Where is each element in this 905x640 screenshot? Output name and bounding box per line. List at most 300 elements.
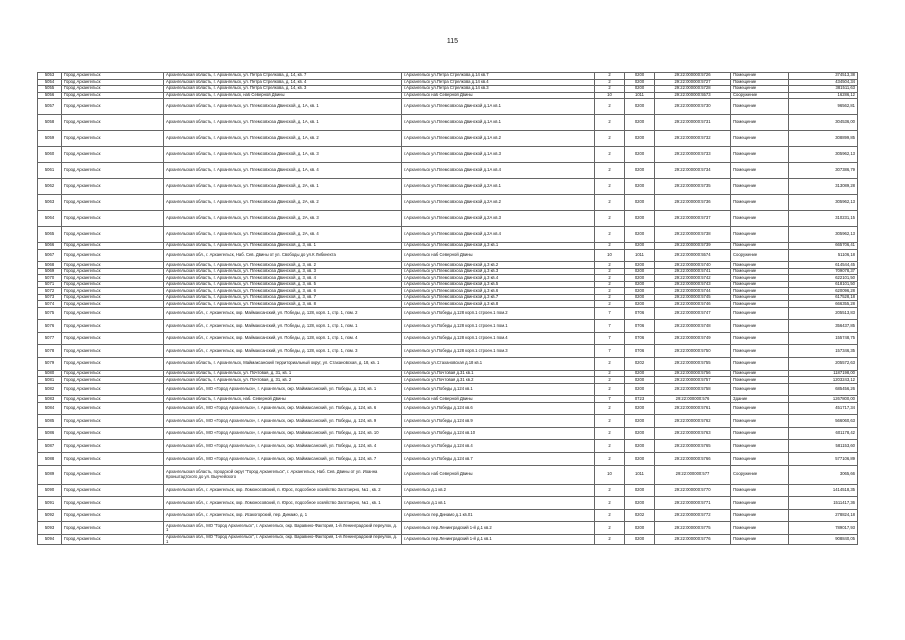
group-code-cell: 2 <box>595 509 625 522</box>
cadastral-number-cell: 29:22:000000:5766 <box>655 453 731 466</box>
short-address-cell: г.Архангельск наб Северной Двины <box>402 249 595 262</box>
object-type-cell: Помещение <box>731 320 789 333</box>
okof-code-cell: 0200 <box>625 179 655 195</box>
group-code-cell: 2 <box>595 383 625 396</box>
value-cell: 1187198,00 <box>789 370 858 377</box>
row-number: 5079 <box>38 357 62 370</box>
value-cell: 908840,05 <box>789 535 858 545</box>
city-cell: Город Архангельск <box>62 453 164 466</box>
object-type-cell: Сооружение <box>731 465 789 484</box>
address-cell: Архангельская обл., МО «Город Архангельск», г. Архангельск, окр. Маймаксанский, ул. Победы, д. 124, кв. 1 <box>164 383 402 396</box>
address-cell: Архангельская обл., МО «Город Архангельск», г. Архангельск, окр. Маймаксанский, ул. Победы, д. 124, кв. 7 <box>164 453 402 466</box>
value-cell: 581153,60 <box>789 440 858 453</box>
row-number: 5080 <box>38 370 62 377</box>
cadastral-number-cell: 29:22:000000:5775 <box>655 522 731 535</box>
value-cell: 205513,83 <box>789 307 858 320</box>
row-number: 5064 <box>38 211 62 227</box>
cadastral-number-cell: 29:22:000000:5743 <box>655 281 731 288</box>
object-type-cell: Помещение <box>731 484 789 497</box>
group-code-cell: 2 <box>595 268 625 275</box>
city-cell: Город Архангельск <box>62 465 164 484</box>
cadastral-number-cell: 29:22:000000:577 <box>655 465 731 484</box>
address-cell: Архангельская обл., г. Архангельск, окр. Ломоносовский, п. Юрос, подсобное хозяйство Заготзерно, №1 , кв. 2 <box>164 484 402 497</box>
object-type-cell: Помещение <box>731 522 789 535</box>
city-cell: Город Архангельск <box>62 522 164 535</box>
group-code-cell: 2 <box>595 453 625 466</box>
okof-code-cell: 0200 <box>625 383 655 396</box>
object-type-cell: Помещение <box>731 307 789 320</box>
cadastral-number-cell: 29:22:000000:5758 <box>655 383 731 396</box>
okof-code-cell: 0200 <box>625 131 655 147</box>
address-cell: Архангельская область, г. Архангельск, наб Северной Двины <box>164 92 402 99</box>
table-row <box>38 179 858 195</box>
okof-code-cell: 0200 <box>625 195 655 211</box>
group-code-cell: 2 <box>595 402 625 415</box>
table-row <box>38 415 858 428</box>
row-number: 5065 <box>38 227 62 243</box>
group-code-cell: 2 <box>595 243 625 250</box>
city-cell: Город Архангельск <box>62 79 164 86</box>
table-row <box>38 227 858 243</box>
short-address-cell: г.Архангельск ул.Племсовхоза Двинской д.3 кв.7 <box>402 294 595 301</box>
okof-code-cell: 0200 <box>625 522 655 535</box>
cadastral-number-cell: 29:22:000000:5730 <box>655 99 731 115</box>
city-cell: Город Архангельск <box>62 332 164 345</box>
value-cell: 304536,00 <box>789 115 858 131</box>
short-address-cell: г.Архангельск ул.Племсовхоза Двинской д.1А кв.4 <box>402 163 595 179</box>
cadastral-number-cell: 29:22:000000:5727 <box>655 79 731 86</box>
row-number: 5059 <box>38 131 62 147</box>
table-row <box>38 332 858 345</box>
row-number: 5094 <box>38 535 62 545</box>
short-address-cell: г.Архангельск пер.Ленинградский 1-й д.1 кв.1 <box>402 535 595 545</box>
cadastral-number-cell: 29:22:000000:5770 <box>655 484 731 497</box>
address-cell: Архангельская область, г. Архангельск, ул. Племсовхоза Двинской, д. 3, кв. 7 <box>164 294 402 301</box>
row-number: 5057 <box>38 99 62 115</box>
city-cell: Город Архангельск <box>62 243 164 250</box>
short-address-cell: г.Архангельск ул.Племсовхоза Двинской д.2А кв.3 <box>402 211 595 227</box>
object-type-cell: Помещение <box>731 427 789 440</box>
table-row <box>38 509 858 522</box>
row-number: 5055 <box>38 86 62 93</box>
group-code-cell: 2 <box>595 179 625 195</box>
short-address-cell: г.Архангельск д.1 кв.2 <box>402 484 595 497</box>
cadastral-number-cell: 29:22:000000:5732 <box>655 131 731 147</box>
address-cell: Архангельская область, г. Архангельск, ул. Племсовхоза Двинской, д. 3, кв. 6 <box>164 288 402 295</box>
short-address-cell: г.Архангельск пер.Динамо д.1 кв.01 <box>402 509 595 522</box>
okof-code-cell: 0200 <box>625 294 655 301</box>
value-cell: 205572,63 <box>789 357 858 370</box>
value-cell: 1203243,12 <box>789 377 858 384</box>
city-cell: Город Архангельск <box>62 288 164 295</box>
value-cell: 374513,38 <box>789 73 858 80</box>
object-type-cell: Помещение <box>731 179 789 195</box>
cadastral-number-cell: 29:22:000000:5761 <box>655 402 731 415</box>
object-type-cell: Здание <box>731 396 789 403</box>
row-number: 5058 <box>38 115 62 131</box>
city-cell: Город Архангельск <box>62 268 164 275</box>
value-cell: 381511,63 <box>789 86 858 93</box>
okof-code-cell: 0200 <box>625 227 655 243</box>
row-number: 5093 <box>38 522 62 535</box>
group-code-cell: 2 <box>595 288 625 295</box>
table-row <box>38 147 858 163</box>
city-cell: Город Архангельск <box>62 115 164 131</box>
object-type-cell: Помещение <box>731 402 789 415</box>
address-cell: Архангельская область, г. Архангельск, ул. Племсовхоза Двинской, д. 1А, кв. 1 <box>164 115 402 131</box>
object-type-cell: Помещение <box>731 377 789 384</box>
address-cell: Архангельская область, г. Архангельск, ул. Петра Стрелкова, д. 14, кв. 7 <box>164 73 402 80</box>
group-code-cell: 2 <box>595 275 625 282</box>
address-cell: Архангельская обл., МО «Город Архангельск», г. Архангельск, окр. Маймаксанский, ул. Победы, д. 124, кв. 6 <box>164 402 402 415</box>
cadastral-number-cell: 29:22:000000:5749 <box>655 332 731 345</box>
short-address-cell: г.Архангельск ул.Племсовхоза Двинской д.3 кв.2 <box>402 262 595 269</box>
object-type-cell: Помещение <box>731 268 789 275</box>
table-row <box>38 131 858 147</box>
row-number: 5053 <box>38 73 62 80</box>
cadastral-number-cell: 29:22:000000:5750 <box>655 345 731 358</box>
address-cell: Архангельская обл., МО "Город Архангельск", г. Архангельск, окр. Варавино-Фактория, 1-й Ленинградский переулок, д. 1 <box>164 535 402 545</box>
cadastral-number-cell: 29:22:000000:5763 <box>655 427 731 440</box>
cadastral-number-cell: 29:22:000000:5771 <box>655 497 731 510</box>
value-cell: 566060,63 <box>789 415 858 428</box>
group-code-cell: 2 <box>595 370 625 377</box>
value-cell: 96562,81 <box>789 99 858 115</box>
table-row <box>38 535 858 545</box>
value-cell: 1267800,00 <box>789 396 858 403</box>
cadastral-number-cell: 29:22:000000:5745 <box>655 294 731 301</box>
object-type-cell: Помещение <box>731 357 789 370</box>
group-code-cell: 2 <box>595 131 625 147</box>
value-cell: 451717,34 <box>789 402 858 415</box>
short-address-cell: г.Архангельск ул.Победы д.128 корп.1 строен.1 пом.3 <box>402 345 595 358</box>
row-number: 5092 <box>38 509 62 522</box>
city-cell: Город Архангельск <box>62 86 164 93</box>
row-number: 5060 <box>38 147 62 163</box>
group-code-cell: 2 <box>595 79 625 86</box>
group-code-cell: 7 <box>595 345 625 358</box>
short-address-cell: г.Архангельск наб Северной Двины <box>402 396 595 403</box>
city-cell: Город Архангельск <box>62 281 164 288</box>
short-address-cell: г.Архангельск ул.Петра Стрелкова д.14 кв.4 <box>402 79 595 86</box>
table-row <box>38 440 858 453</box>
short-address-cell: г.Архангельск ул.Племсовхоза Двинской д.1А кв.2 <box>402 131 595 147</box>
city-cell: Город Архангельск <box>62 262 164 269</box>
table-row <box>38 99 858 115</box>
short-address-cell: г.Архангельск ул.Победы д.124 кв.9 <box>402 415 595 428</box>
address-cell: Архангельская область, городской округ "Город Архангельск", г. Архангельск, Наб. Сев. Двины от ул. Иоанна Кронштадтского до ул. Выучейского <box>164 465 402 484</box>
value-cell: 789017,93 <box>789 522 858 535</box>
row-number: 5074 <box>38 301 62 308</box>
short-address-cell: г.Архангельск ул.Почтовая д.31 кв.1 <box>402 370 595 377</box>
value-cell: 614544,45 <box>789 262 858 269</box>
address-cell: Архангельская обл., г. Архангельск, окр. Маймаксанский, ул. Победы, д. 128, корп. 1, стр. 1, пом. 4 <box>164 332 402 345</box>
group-code-cell: 2 <box>595 415 625 428</box>
short-address-cell: г.Архангельск ул.Петра Стрелкова д.14 кв.7 <box>402 73 595 80</box>
row-number: 5066 <box>38 243 62 250</box>
row-number: 5071 <box>38 281 62 288</box>
short-address-cell: г.Архангельск д.1 кв.1 <box>402 497 595 510</box>
object-type-cell: Сооружение <box>731 92 789 99</box>
object-type-cell: Помещение <box>731 383 789 396</box>
cadastral-number-cell: 29:22:000000:5747 <box>655 307 731 320</box>
okof-code-cell: 0200 <box>625 73 655 80</box>
row-number: 5072 <box>38 288 62 295</box>
address-cell: Архангельская область, г. Архангельск, ул. Племсовхоза Двинской, д. 3, кв. 1 <box>164 243 402 250</box>
row-number: 5056 <box>38 92 62 99</box>
address-cell: Архангельская обл., г. Архангельск, окр. Маймаксанский, ул. Победы, д. 128, корп. 1, стр. 1, пом. 3 <box>164 345 402 358</box>
table-row <box>38 497 858 510</box>
value-cell: 3065,66 <box>789 465 858 484</box>
table-row <box>38 383 858 396</box>
group-code-cell: 7 <box>595 307 625 320</box>
okof-code-cell: 0200 <box>625 415 655 428</box>
city-cell: Город Архангельск <box>62 301 164 308</box>
table-row <box>38 195 858 211</box>
table-row <box>38 345 858 358</box>
cadastral-number-cell: 29:22:000000:5737 <box>655 211 731 227</box>
table-row <box>38 427 858 440</box>
value-cell: 620096,28 <box>789 288 858 295</box>
page-number: 115 <box>446 38 459 45</box>
cadastral-number-cell: 29:22:000000:5776 <box>655 535 731 545</box>
short-address-cell: г.Архангельск ул.Победы д.124 кв.10 <box>402 427 595 440</box>
row-number: 5076 <box>38 320 62 333</box>
short-address-cell: г.Архангельск ул.Племсовхоза Двинской д.3 кв.4 <box>402 275 595 282</box>
okof-code-cell: 0200 <box>625 535 655 545</box>
short-address-cell: г.Архангельск ул.Племсовхоза Двинской д.3 кв.5 <box>402 281 595 288</box>
row-number: 5078 <box>38 345 62 358</box>
city-cell: Город Архангельск <box>62 509 164 522</box>
cadastral-number-cell: 29:22:000000:5741 <box>655 268 731 275</box>
address-cell: Архангельская обл., г. Архангельск, окр. Исакогорский, пер. Динамо, д. 1 <box>164 509 402 522</box>
row-number: 5088 <box>38 453 62 466</box>
group-code-cell: 2 <box>595 147 625 163</box>
short-address-cell: г.Архангельск ул.Стахановская д.18 кв.1 <box>402 357 595 370</box>
short-address-cell: г.Архангельск ул.Победы д.124 кв.1 <box>402 383 595 396</box>
address-cell: Архангельская область, г. Архангельск, ул. Петра Стрелкова, д. 14, кв. 3 <box>164 86 402 93</box>
registry-table <box>37 72 858 545</box>
address-cell: Архангельская обл., г. Архангельск, окр. Ломоносовский, п. Юрос, подсобное хозяйство Заготзерно, №1 , кв. 1 <box>164 497 402 510</box>
short-address-cell: г.Архангельск пер.Ленинградский 1-й д.1 кв.2 <box>402 522 595 535</box>
value-cell: 666355,28 <box>789 301 858 308</box>
object-type-cell: Помещение <box>731 294 789 301</box>
table-row <box>38 453 858 466</box>
cadastral-number-cell: 29:22:000000:5772 <box>655 509 731 522</box>
city-cell: Город Архангельск <box>62 402 164 415</box>
row-number: 5087 <box>38 440 62 453</box>
object-type-cell: Помещение <box>731 370 789 377</box>
cadastral-number-cell: 29:22:000000:5765 <box>655 440 731 453</box>
table-row <box>38 115 858 131</box>
okof-code-cell: 0200 <box>625 262 655 269</box>
short-address-cell: г.Архангельск ул.Победы д.128 корп.1 строен.1 пом.1 <box>402 320 595 333</box>
value-cell: 305962,13 <box>789 227 858 243</box>
cadastral-number-cell: 29:22:000000:5762 <box>655 415 731 428</box>
cadastral-number-cell: 29:22:000000:5726 <box>655 73 731 80</box>
okof-code-cell: 0200 <box>625 211 655 227</box>
row-number: 5081 <box>38 377 62 384</box>
address-cell: Архангельская область, г. Архангельск, ул. Племсовхоза Двинской, д. 2А, кв. 1 <box>164 179 402 195</box>
city-cell: Город Архангельск <box>62 147 164 163</box>
city-cell: Город Архангельск <box>62 227 164 243</box>
group-code-cell: 7 <box>595 320 625 333</box>
value-cell: 622101,50 <box>789 275 858 282</box>
address-cell: Архангельская обл., МО "Город Архангельск", г. Архангельск, окр. Варавино-Фактория, 1-й Ленинградский переулок, д. 1 <box>164 522 402 535</box>
row-number: 5082 <box>38 383 62 396</box>
address-cell: Архангельская область, г. Архангельск, ул. Племсовхоза Двинской, д. 1А, кв. 2 <box>164 131 402 147</box>
row-number: 5077 <box>38 332 62 345</box>
okof-code-cell: 0202 <box>625 509 655 522</box>
group-code-cell: 2 <box>595 115 625 131</box>
row-number: 5090 <box>38 484 62 497</box>
value-cell: 709078,37 <box>789 268 858 275</box>
address-cell: Архангельская обл., МО «Город Архангельск», г. Архангельск, окр. Маймаксанский, ул. Победы, д. 124, кв. 4 <box>164 440 402 453</box>
object-type-cell: Помещение <box>731 131 789 147</box>
okof-code-cell: 0200 <box>625 281 655 288</box>
group-code-cell: 2 <box>595 99 625 115</box>
cadastral-number-cell: 29:22:000000:5739 <box>655 243 731 250</box>
address-cell: Архангельская обл., г. Архангельск, Наб. Сев. Двины от ул. Свободы до ул.К Либкнехта <box>164 249 402 262</box>
city-cell: Город Архангельск <box>62 484 164 497</box>
group-code-cell: 10 <box>595 249 625 262</box>
group-code-cell: 10 <box>595 92 625 99</box>
address-cell: Архангельская область, г. Архангельск, ул. Племсовхоза Двинской, д. 1А, кв. 4 <box>164 163 402 179</box>
row-number: 5063 <box>38 195 62 211</box>
city-cell: Город Архангельск <box>62 440 164 453</box>
object-type-cell: Помещение <box>731 86 789 93</box>
row-number: 5062 <box>38 179 62 195</box>
group-code-cell: 2 <box>595 227 625 243</box>
address-cell: Архангельская область, г. Архангельск, ул. Племсовхоза Двинской, д. 3, кв. 2 <box>164 262 402 269</box>
group-code-cell: 2 <box>595 262 625 269</box>
short-address-cell: г.Архангельск ул.Племсовхоза Двинской д.1А кв.1 <box>402 115 595 131</box>
value-cell: 665706,41 <box>789 243 858 250</box>
short-address-cell: г.Архангельск ул.Победы д.128 корп.1 строен.1 пом.2 <box>402 307 595 320</box>
city-cell: Город Архангельск <box>62 370 164 377</box>
object-type-cell: Помещение <box>731 275 789 282</box>
value-cell: 305962,13 <box>789 195 858 211</box>
group-code-cell: 2 <box>595 484 625 497</box>
okof-code-cell: 0706 <box>625 345 655 358</box>
city-cell: Город Архангельск <box>62 294 164 301</box>
short-address-cell: г.Архангельск ул.Племсовхоза Двинской д.3 кв.3 <box>402 268 595 275</box>
object-type-cell: Помещение <box>731 281 789 288</box>
address-cell: Архангельская область, г. Архангельск, ул. Племсовхоза Двинской, д. 1А, кв. 1 <box>164 99 402 115</box>
cadastral-number-cell: 29:22:000000:5735 <box>655 179 731 195</box>
value-cell: 305962,13 <box>789 147 858 163</box>
group-code-cell: 2 <box>595 427 625 440</box>
short-address-cell: г.Архангельск ул.Петра Стрелкова д.14 кв.3 <box>402 86 595 93</box>
okof-code-cell: 0200 <box>625 86 655 93</box>
okof-code-cell: 0200 <box>625 497 655 510</box>
address-cell: Архангельская область, г. Архангельск, ул. Племсовхоза Двинской, д. 3, кв. 4 <box>164 275 402 282</box>
address-cell: Архангельская обл., г. Архангельск, окр. Маймаксанский, ул. Победы, д. 128, корп. 1, стр. 1, пом. 2 <box>164 307 402 320</box>
value-cell: 313089,28 <box>789 179 858 195</box>
group-code-cell: 7 <box>595 396 625 403</box>
object-type-cell: Помещение <box>731 453 789 466</box>
city-cell: Город Архангельск <box>62 99 164 115</box>
address-cell: Архангельская область, г. Архангельск, ул. Племсовхоза Двинской, д. 3, кв. 5 <box>164 281 402 288</box>
okof-code-cell: 0200 <box>625 370 655 377</box>
value-cell: 434504,34 <box>789 79 858 86</box>
city-cell: Город Архангельск <box>62 249 164 262</box>
address-cell: Архангельская обл., МО «Город Архангельск», г. Архангельск, окр. Маймаксанский, ул. Победы, д. 124, кв. 9 <box>164 415 402 428</box>
cadastral-number-cell: 29:22:000000:5757 <box>655 377 731 384</box>
group-code-cell: 2 <box>595 440 625 453</box>
table-row <box>38 522 858 535</box>
cadastral-number-cell: 29:22:000000:5744 <box>655 288 731 295</box>
group-code-cell: 2 <box>595 294 625 301</box>
table-row <box>38 465 858 484</box>
group-code-cell: 2 <box>595 163 625 179</box>
city-cell: Город Архангельск <box>62 275 164 282</box>
table-row <box>38 249 858 262</box>
city-cell: Город Архангельск <box>62 320 164 333</box>
short-address-cell: г.Архангельск наб Северной Двины <box>402 92 595 99</box>
cadastral-number-cell: 29:22:000000:5742 <box>655 275 731 282</box>
object-type-cell: Помещение <box>731 288 789 295</box>
group-code-cell: 2 <box>595 73 625 80</box>
value-cell: 617528,18 <box>789 294 858 301</box>
group-code-cell: 2 <box>595 211 625 227</box>
value-cell: 155748,75 <box>789 332 858 345</box>
value-cell: 307386,79 <box>789 163 858 179</box>
row-number: 5086 <box>38 427 62 440</box>
table-row <box>38 211 858 227</box>
row-number: 5069 <box>38 268 62 275</box>
address-cell: Архангельская область, г. Архангельск, ул. Петра Стрелкова, д. 14, кв. 4 <box>164 79 402 86</box>
city-cell: Город Архангельск <box>62 92 164 99</box>
okof-code-cell: 0200 <box>625 484 655 497</box>
group-code-cell: 2 <box>595 301 625 308</box>
city-cell: Город Архангельск <box>62 535 164 545</box>
cadastral-number-cell: 29:22:000000:5733 <box>655 147 731 163</box>
okof-code-cell: 0706 <box>625 320 655 333</box>
city-cell: Город Архангельск <box>62 179 164 195</box>
city-cell: Город Архангельск <box>62 73 164 80</box>
short-address-cell: г.Архангельск ул.Почтовая д.31 кв.2 <box>402 377 595 384</box>
okof-code-cell: 0200 <box>625 440 655 453</box>
value-cell: 1511417,36 <box>789 497 858 510</box>
city-cell: Город Архангельск <box>62 383 164 396</box>
group-code-cell: 2 <box>595 86 625 93</box>
city-cell: Город Архангельск <box>62 377 164 384</box>
cadastral-number-cell: 29:22:000000:5755 <box>655 357 731 370</box>
object-type-cell: Помещение <box>731 332 789 345</box>
okof-code-cell: 0200 <box>625 115 655 131</box>
okof-code-cell: 0200 <box>625 301 655 308</box>
value-cell: 577106,89 <box>789 453 858 466</box>
group-code-cell: 2 <box>595 281 625 288</box>
city-cell: Город Архангельск <box>62 211 164 227</box>
value-cell: 618101,50 <box>789 281 858 288</box>
object-type-cell: Помещение <box>731 195 789 211</box>
address-cell: Архангельская область, г. Архангельск, ул. Почтовая, д. 31, кв. 2 <box>164 377 402 384</box>
value-cell: 685456,26 <box>789 383 858 396</box>
short-address-cell: г.Архангельск ул.Племсовхоза Двинской д.1А кв.3 <box>402 147 595 163</box>
row-number: 5089 <box>38 465 62 484</box>
row-number: 5054 <box>38 79 62 86</box>
city-cell: Город Архангельск <box>62 497 164 510</box>
object-type-cell: Помещение <box>731 415 789 428</box>
object-type-cell: Помещение <box>731 301 789 308</box>
okof-code-cell: 1011 <box>625 92 655 99</box>
value-cell: 601178,42 <box>789 427 858 440</box>
value-cell: 16286,12 <box>789 92 858 99</box>
object-type-cell: Помещение <box>731 262 789 269</box>
object-type-cell: Помещение <box>731 79 789 86</box>
